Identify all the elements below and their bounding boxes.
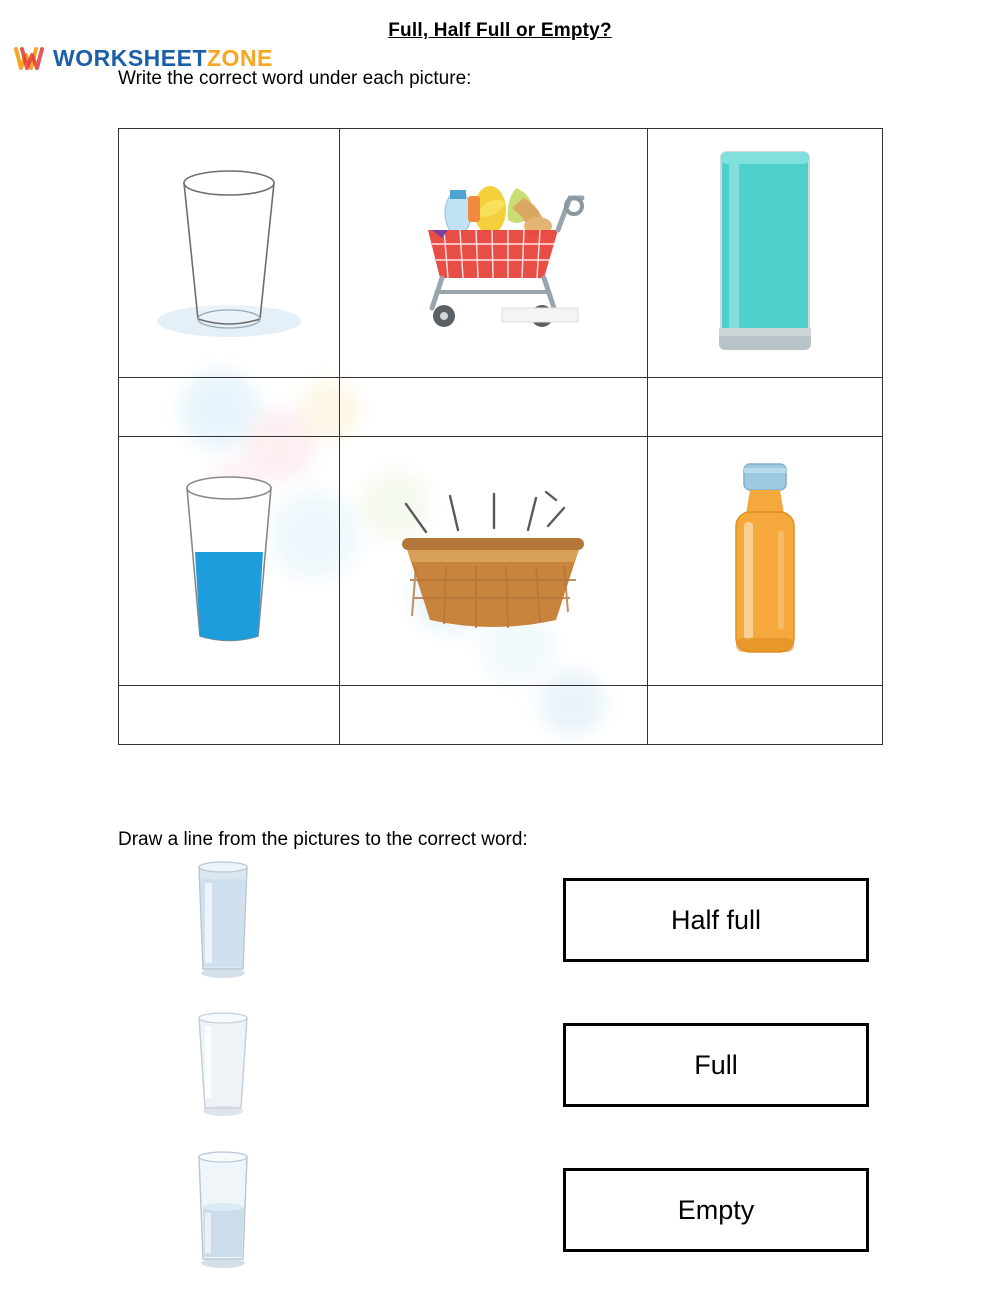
footer-brand (14, 45, 273, 72)
match-picture-1[interactable] (118, 861, 328, 979)
word-box-full[interactable]: Full (563, 1023, 869, 1107)
table-row (119, 378, 883, 437)
table-row (119, 129, 883, 378)
word-box-half-full[interactable]: Half full (563, 878, 869, 962)
worksheetzone-logo-icon (14, 46, 44, 72)
match-row-1 (118, 860, 883, 980)
answer-blank-3[interactable] (647, 378, 882, 437)
table-cell-picture (119, 437, 340, 686)
answer-blank-5[interactable] (339, 686, 647, 745)
empty-basket-image (388, 476, 598, 646)
glass-full-of-water-image (183, 861, 263, 979)
match-picture-2[interactable] (118, 1010, 328, 1120)
match-row-2 (118, 1005, 883, 1125)
answer-blank-1[interactable] (119, 378, 340, 437)
answer-blank-2[interactable] (339, 378, 647, 437)
match-row-3 (118, 1150, 883, 1270)
match-picture-3[interactable] (118, 1151, 328, 1269)
instruction-draw-line: Draw a line from the pictures to the correct word: (118, 829, 528, 850)
brand-text-primary: WORKSHEET (53, 45, 207, 71)
matching-exercise (118, 860, 883, 1260)
full-glass-of-blue-drink-image (685, 138, 845, 368)
table-cell-picture (339, 129, 647, 378)
picture-word-table (118, 128, 883, 745)
glass-empty-image (183, 1010, 263, 1120)
answer-blank-4[interactable] (119, 686, 340, 745)
word-box-empty[interactable]: Empty (563, 1168, 869, 1252)
table-cell-picture (647, 129, 882, 378)
page-title: Full, Half Full or Empty? (388, 20, 612, 41)
full-shopping-cart-image (398, 168, 588, 338)
half-full-glass-image (154, 466, 304, 656)
table-cell-picture (119, 129, 340, 378)
empty-glass-image (154, 153, 304, 353)
glass-half-full-image (183, 1151, 263, 1269)
full-juice-bottle-image (700, 456, 830, 666)
brand-text (53, 45, 273, 72)
table-cell-picture (339, 437, 647, 686)
table-row (119, 686, 883, 745)
instruction-write-word: Write the correct word under each picture: (118, 68, 472, 89)
answer-blank-6[interactable] (647, 686, 882, 745)
brand-text-secondary: ZONE (207, 45, 273, 71)
table-row (119, 437, 883, 686)
table-cell-picture (647, 437, 882, 686)
